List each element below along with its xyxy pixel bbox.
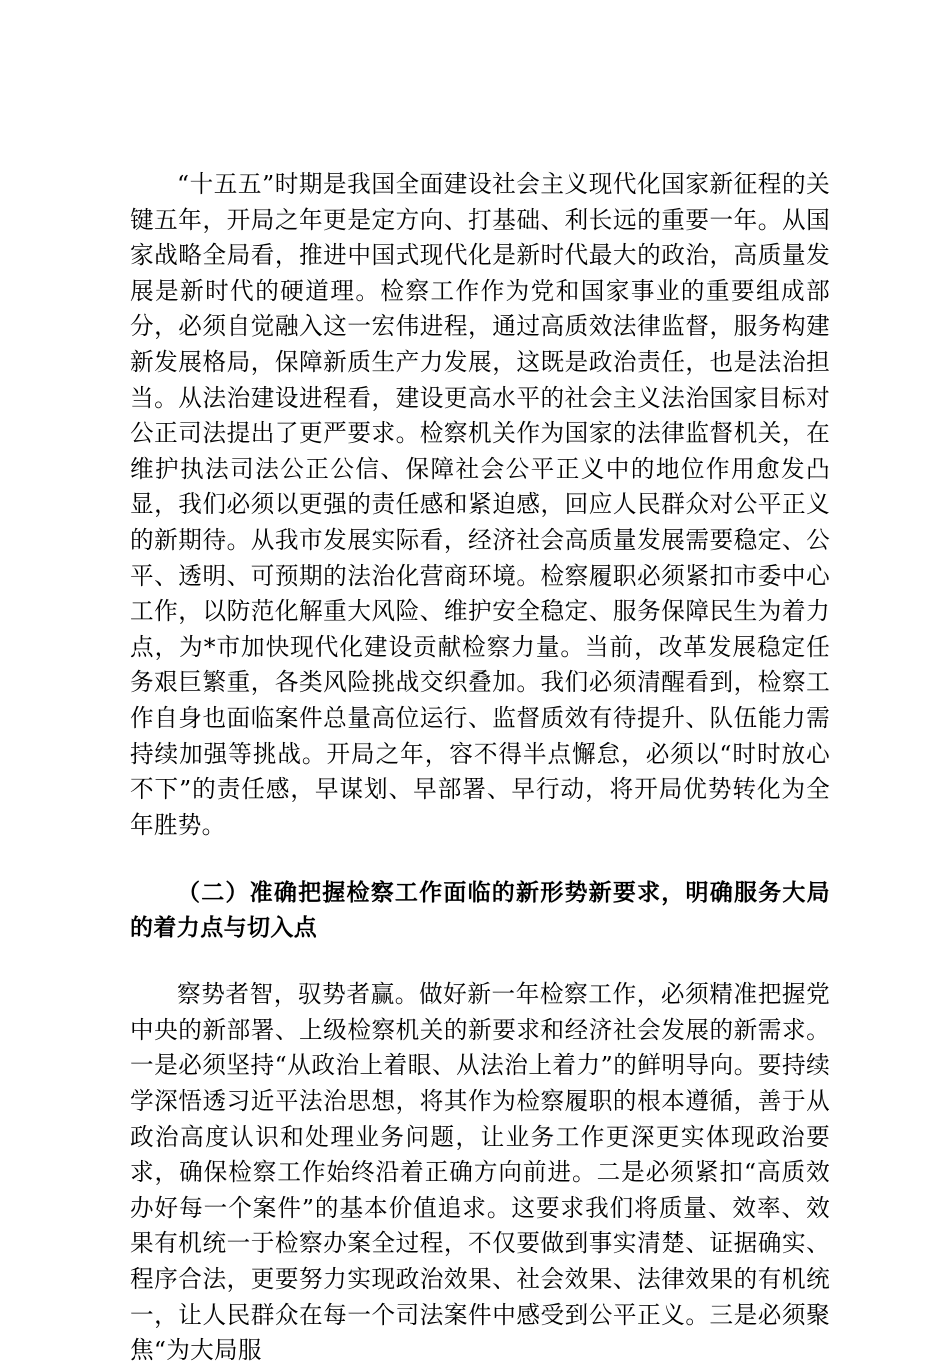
- body-paragraph: “十五五”时期是我国全面建设社会主义现代化国家新征程的关键五年，开局之年更是定方向、打基础、利长远的重要一年。从国家战略全局看，推进中国式现代化是新时代最大的政治，高质量发展是新时代的硬道理。检察工作作为党和国家事业的重要组成部分，必须自觉融入这一宏伟进程，通过高质效法律监督，服务构建新发展格局，保障新质生产力发展，这既是政治责任，也是法治担当。从法治建设进程看，建设更高水平的社会主义法治国家目标对公正司法提出了更严要求。检察机关作为国家的法律监督机关，在维护执法司法公正公信、保障社会公平正义中的地位作用愈发凸显，我们必须以更强的责任感和紧迫感，回应人民群众对公平正义的新期待。从我市发展实际看，经济社会高质量发展需要稳定、公平、透明、可预期的法治化营商环境。检察履职必须紧扣市委中心工作，以防范化解重大风险、维护安全稳定、服务保障民生为着力点，为*市加快现代化建设贡献检察力量。当前，改革发展稳定任务艰巨繁重，各类风险挑战交织叠加。我们必须清醒看到，检察工作自身也面临案件总量高位运行、监督质效有待提升、队伍能力需持续加强等挑战。开局之年，容不得半点懈怠，必须以“时时放心不下”的责任感，早谋划、早部署、早行动，将开局优势转化为全年胜势。: [130, 170, 830, 839]
- body-paragraph: 察势者智，驭势者赢。做好新一年检察工作，必须精准把握党中央的新部署、上级检察机关的新要求和经济社会发展的新需求。一是必须坚持“从政治上着眼、从法治上着力”的鲜明导向。要持续学深悟透习近平法治思想，将其作为检察履职的根本遵循，善于从政治高度认识和处理业务问题，让业务工作更深更实体现政治要求，确保检察工作始终沿着正确方向前进。二是必须紧扣“高质效办好每一个案件”的基本价值追求。这要求我们将质量、效率、效果有机统一于检察办案全过程，不仅要做到事实清楚、证据确实、程序合法，更要努力实现政治效果、社会效果、法律效果的有机统一，让人民群众在每一个司法案件中感受到公平正义。三是必须聚焦“为大局服: [130, 980, 830, 1365]
- document-page: [130, 167, 830, 1369]
- section-heading: （二）准确把握检察工作面临的新形势新要求，明确服务大局的着力点与切入点: [130, 880, 830, 942]
